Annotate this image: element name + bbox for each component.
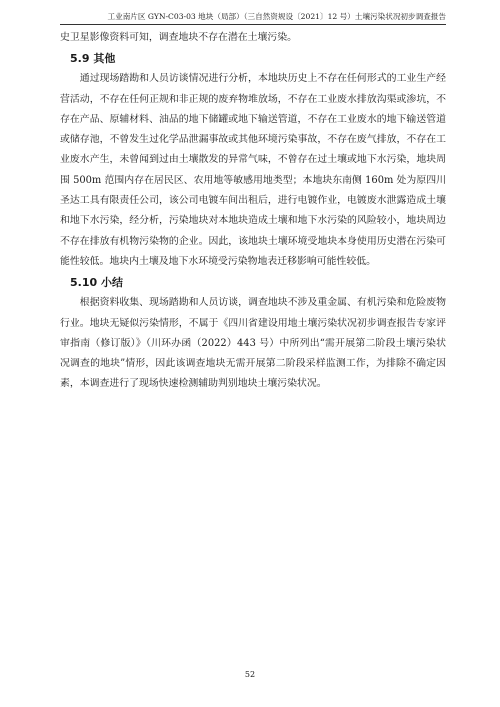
lead-line: 史卫星影像资料可知，调查地块不存在潜在土壤污染。 bbox=[60, 32, 298, 43]
page-number: 52 bbox=[244, 670, 256, 679]
header-rule bbox=[60, 24, 446, 25]
section-heading-5-10: 5.10 小结 bbox=[70, 276, 123, 290]
running-header: 工业南片区 GYN-C03-03 地块（局部）（三自然资规设〔2021〕12 号）土壤污染状况初步调查报告 bbox=[107, 12, 446, 21]
section-heading-5-9: 5.9 其他 bbox=[70, 52, 116, 66]
page-body bbox=[60, 28, 446, 395]
section-5-10-paragraph: 根据资料收集、现场踏勘和人员访谈，调查地块不涉及重金属、有机污染和危险废物行业。地块无疑似污染情形，不属于《四川省建设用地土壤污染状况初步调查报告专家评审指南（修订版）》（川环办函（2022）443 号）中所列出“需开展第二阶段土壤污染状况调查的地块”情形，因此该调查地块无需开展第二阶段采样监测工作，为排除不确定因素，本调查进行了现场快速检测辅助判别地块土壤污染状况。 bbox=[60, 297, 446, 390]
section-5-9-paragraph: 通过现场踏勘和人员访谈情况进行分析，本地块历史上不存在任何形式的工业生产经营活动，不存在任何正规和非正规的废弃物堆放场，不存在工业废水排放沟渠或渗坑，不存在产品、原辅材料、油品的地下储罐或地下输送管道，不存在工业废水的地下输送管道或储存池，不曾发生过化学品泄漏事故或其他环境污染事故，不存在废气排放，不存在工业废水产生，未曾闻到过由土壤散发的异常气味，不曾存在过土壤或地下水污染，地块周围 500m 范围内存在居民区、农用地等敏感用地类型；本地块东南侧 160m 处为原四川圣达工具有限责任公司，该公司电镀车间出租后，进行电镀作业，电镀废水泄露造成土壤和地下水污染，经分析，污染地块对本地块造成土壤和地下水污染的风险较小，地块周边不存在排放有机物污染物的企业。因此，该地块土壤环境受地块本身使用历史潜在污染可能性较低。地块内土壤及地下水环境受污染物地表迁移影响可能性较低。 bbox=[60, 73, 446, 267]
